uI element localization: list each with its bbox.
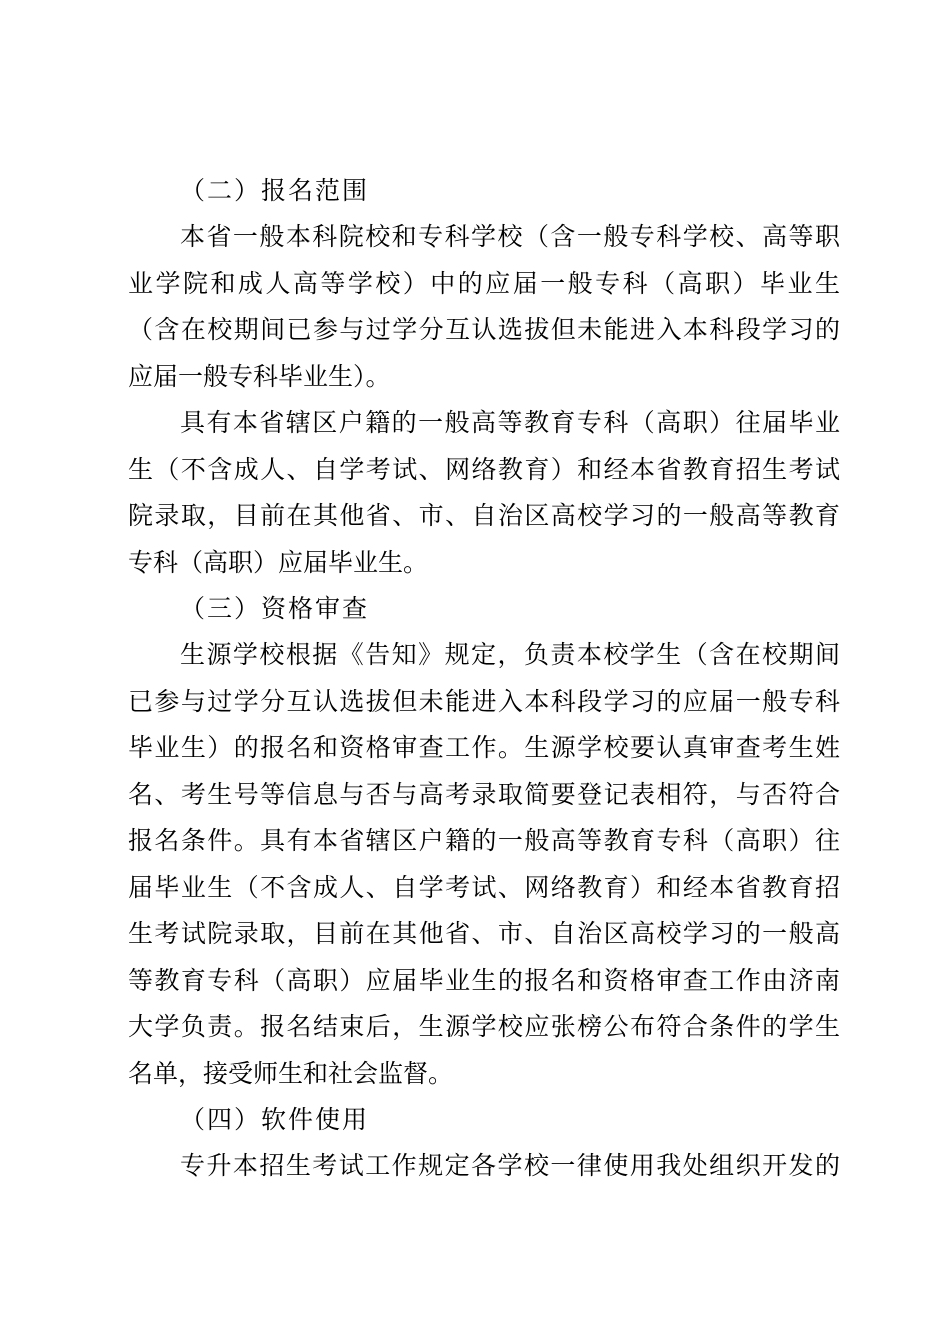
section-heading: （三）资格审查 [180, 594, 370, 623]
section-heading: （四）软件使用 [180, 1105, 370, 1134]
paragraph-line: 专科（高职）应届毕业生。 [128, 547, 429, 577]
paragraph [128, 400, 840, 586]
paragraph-line: 等教育专科（高职）应届毕业生的报名和资格审查工作由济南 [128, 965, 840, 995]
paragraph-line: 大学负责。报名结束后，生源学校应张榜公布符合条件的学生 [128, 1012, 840, 1041]
paragraph-line: 本省一般本科院校和专科学校（含一般专科学校、高等职 [180, 222, 840, 251]
paragraph-line: 报名条件。具有本省辖区户籍的一般高等教育专科（高职）往 [128, 826, 840, 855]
paragraph-line: 院录取，目前在其他省、市、自治区高校学习的一般高等教育 [128, 501, 840, 530]
paragraph-line: 已参与过学分互认选拔但未能进入本科段学习的应届一般专科 [128, 686, 840, 716]
section-heading: （二）报名范围 [180, 176, 370, 205]
paragraph-line: 毕业生）的报名和资格审查工作。生源学校要认真审查考生姓 [128, 733, 840, 762]
paragraph-line: 生（不含成人、自学考试、网络教育）和经本省教育招生考试 [128, 454, 840, 484]
paragraph [128, 1143, 840, 1190]
paragraph-line: 名、考生号等信息与否与高考录取简要登记表相符，与否符合 [128, 779, 840, 809]
paragraph-line: （含在校期间已参与过学分互认选拔但未能进入本科段学习的 [128, 315, 840, 344]
paragraph-line: 届毕业生（不含成人、自学考试、网络教育）和经本省教育招 [128, 872, 840, 902]
document-body [128, 168, 840, 1190]
paragraph-line: 名单，接受师生和社会监督。 [128, 1058, 454, 1088]
paragraph-line: 业学院和成人高等学校）中的应届一般专科（高职）毕业生 [128, 268, 840, 298]
paragraph [128, 214, 840, 400]
paragraph-line: 具有本省辖区户籍的一般高等教育专科（高职）往届毕业 [180, 408, 840, 437]
paragraph-line: 生源学校根据《告知》规定，负责本校学生（含在校期间 [180, 640, 840, 669]
paragraph [128, 632, 840, 1097]
paragraph-line: 生考试院录取，目前在其他省、市、自治区高校学习的一般高 [128, 919, 840, 948]
paragraph-line: 专升本招生考试工作规定各学校一律使用我处组织开发的 [180, 1151, 840, 1180]
paragraph-line: 应届一般专科毕业生）。 [128, 361, 391, 391]
